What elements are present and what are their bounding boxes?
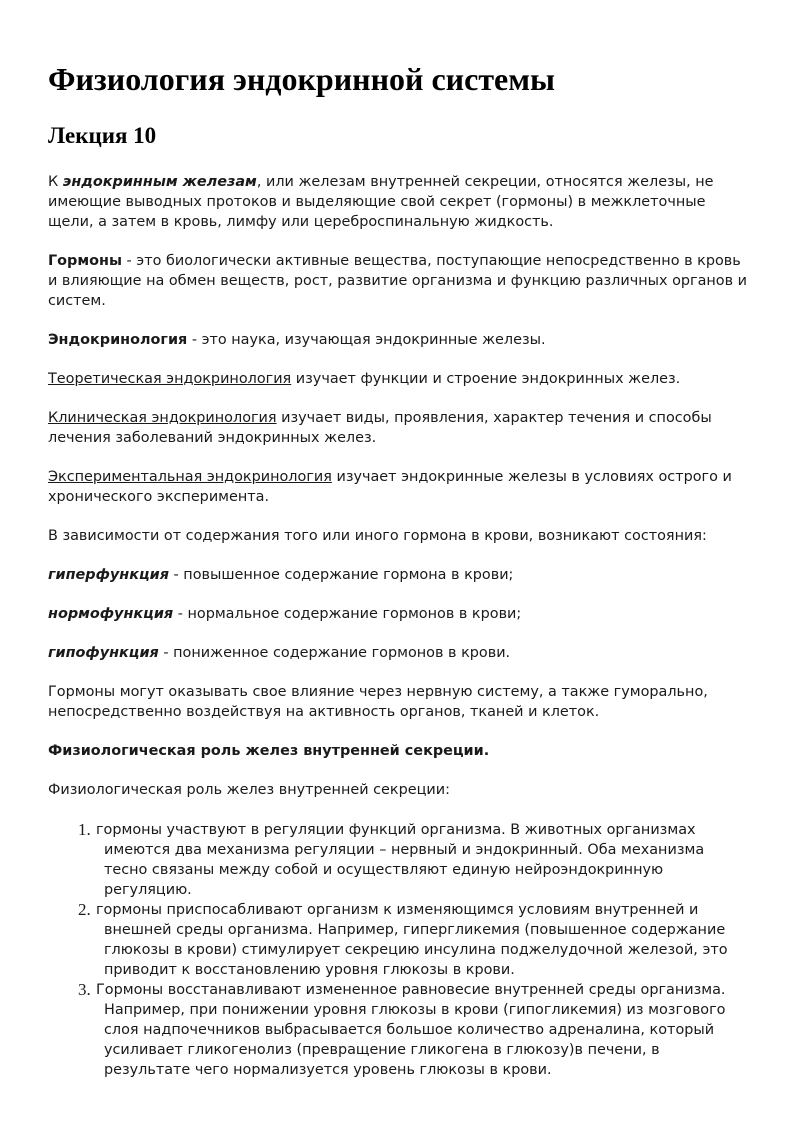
list-number: 3.	[78, 980, 91, 999]
document-page	[48, 48, 748, 1080]
term-hypofunction: гипофункция	[48, 645, 159, 661]
paragraph-states-intro: В зависимости от содержания того или иного гормона в крови, возникают состояния:	[48, 528, 707, 544]
document-title: Физиология эндокринной системы	[48, 61, 556, 97]
text: - это биологически активные вещества, поступающие непосредственно в кровь и влияющие на обмен веществ, рост, развитие организма и функцию различных органов и систем.	[48, 253, 748, 309]
paragraph-hypofunction	[48, 643, 748, 663]
list-item-text: гормоны приспосабливают организм к изменяющимся условиям внутренней и внешней среды организма. Например, гипергликемия (повышенное содержание глюкозы в крови) стимулирует секрецию инсулина поджелудочной железой, это приводит к восстановлению уровня глюкозы в крови.	[96, 902, 728, 978]
term-hormones: Гормоны	[48, 253, 122, 269]
text: К	[48, 174, 63, 190]
text: изучает виды, проявления, характер течения и способы лечения заболеваний эндокринных желез.	[48, 410, 712, 446]
lecture-subtitle: Лекция 10	[48, 123, 157, 148]
list-number: 2.	[78, 900, 91, 919]
role-list	[48, 820, 748, 1080]
paragraph-endocrinology	[48, 330, 748, 350]
list-item-text: Гормоны восстанавливают измененное равновесие внутренней среды организма. Например, при понижении уровня глюкозы в крови (гипогликемия) из мозгового слоя надпочечников выбрасывается большое количество адреналина, который усиливает гликогенолиз (превращение гликогена в глюкозу)в печени, в результате чего нормализуется уровень глюкозы в крови.	[96, 982, 726, 1078]
text: - повышенное содержание гормона в крови;	[168, 567, 514, 583]
term-theoretical: Теоретическая эндокринология	[48, 371, 292, 387]
list-item-text: гормоны участвуют в регуляции функций организма. В животных организмах имеются два механизма регуляции – нервный и эндокринный. Оба механизма тесно связаны между собой и осуществляют единую нейроэндокринную регуляцию.	[96, 822, 705, 898]
paragraph-endocrine-glands	[48, 172, 748, 232]
text: - пониженное содержание гормонов в крови.	[158, 645, 511, 661]
term-hyperfunction: гиперфункция	[48, 567, 169, 583]
paragraph-role-intro: Физиологическая роль желез внутренней секреции:	[48, 782, 450, 798]
paragraph-clinical	[48, 408, 748, 448]
list-item	[48, 980, 748, 1080]
section-heading	[48, 741, 748, 761]
term-clinical: Клиническая эндокринология	[48, 410, 277, 426]
paragraph-hormone-influence: Гормоны могут оказывать свое влияние через нервную систему, а также гуморально, непосредственно воздействуя на активность органов, тканей и клеток.	[48, 684, 708, 720]
list-number: 1.	[78, 820, 91, 839]
list-item	[48, 820, 748, 900]
term-normofunction: нормофункция	[48, 606, 174, 622]
paragraph-hyperfunction	[48, 565, 748, 585]
paragraph-hormones	[48, 251, 748, 311]
term-endocrinology: Эндокринология	[48, 332, 188, 348]
term-experimental: Экспериментальная эндокринология	[48, 469, 332, 485]
text: изучает функции и строение эндокринных желез.	[291, 371, 681, 387]
text: - нормальное содержание гормонов в крови;	[173, 606, 522, 622]
text: - это наука, изучающая эндокринные железы.	[187, 332, 546, 348]
paragraph-normofunction	[48, 604, 748, 624]
text: изучает эндокринные железы в условиях острого и хронического эксперимента.	[48, 469, 732, 505]
paragraph-theoretical	[48, 369, 748, 389]
list-item	[48, 900, 748, 980]
section-heading-text: Физиологическая роль желез внутренней секреции.	[48, 743, 490, 759]
term-endocrine-glands: эндокринным железам	[62, 174, 257, 190]
paragraph-experimental	[48, 467, 748, 507]
text: , или железам внутренней секреции, относятся железы, не имеющие выводных протоков и выделяющие свой секрет (гормоны) в межклеточные щели, а затем в кровь, лимфу или цереброспинальную жидкость.	[48, 174, 714, 230]
